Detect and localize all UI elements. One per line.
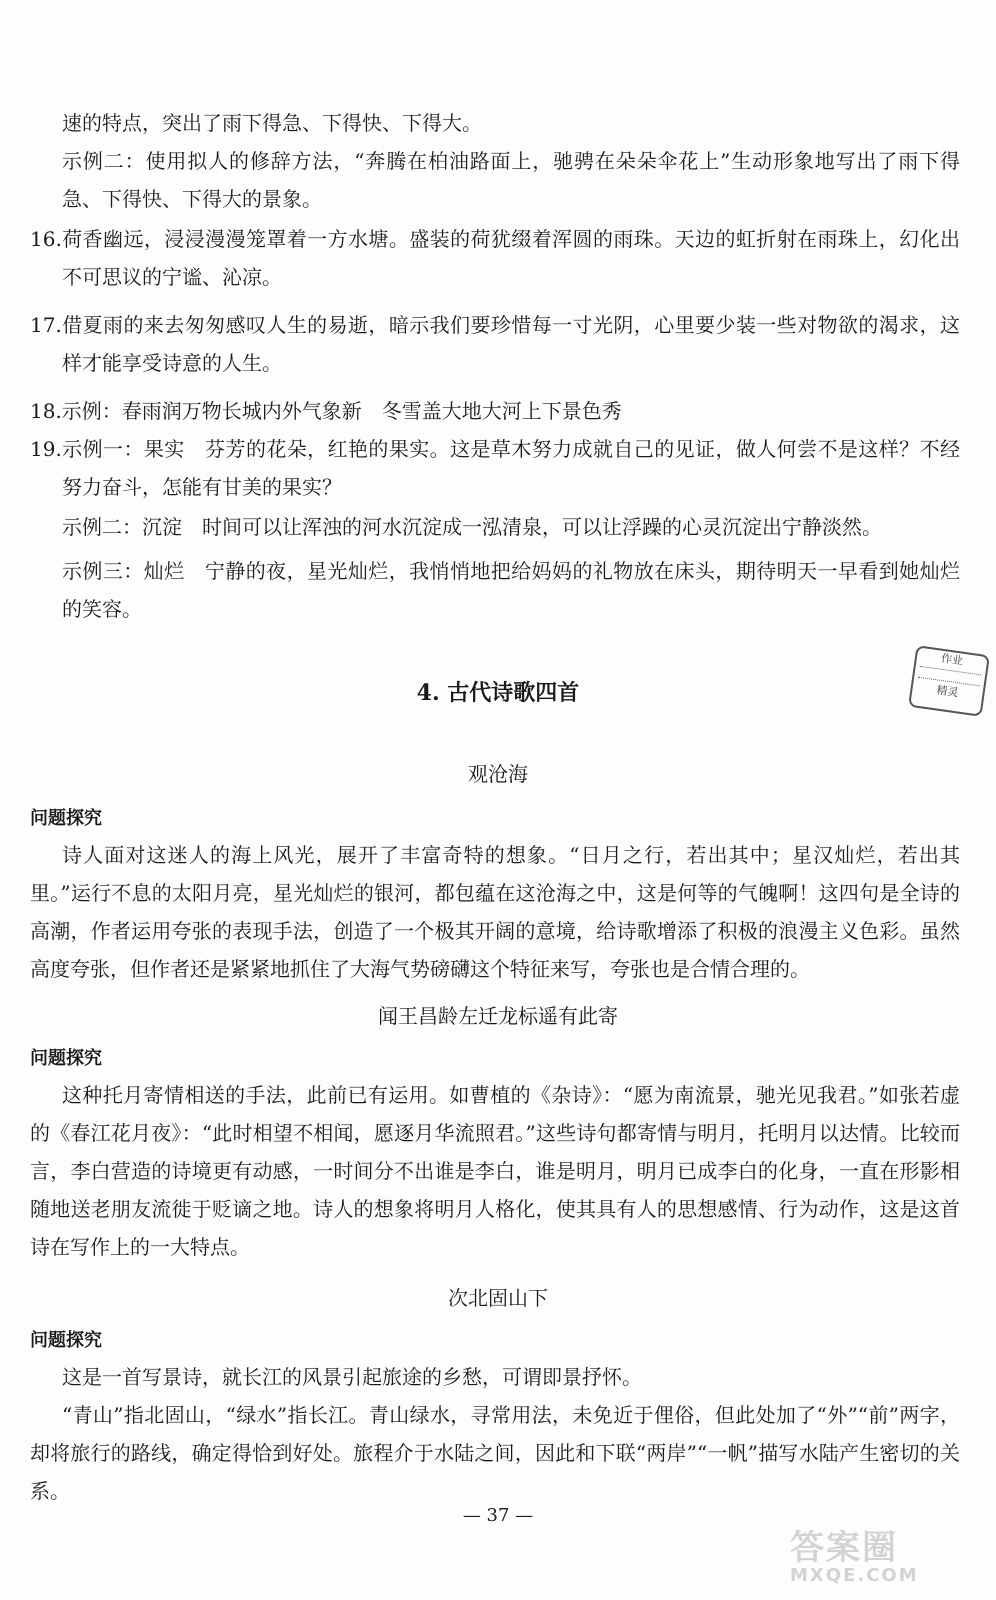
- poem-1-title: 观沧海: [468, 762, 528, 786]
- poem-2-body: 这种托月寄情相送的手法，此前已有运用。如曹植的《杂诗》：“愿为南流景，驰光见我君。”如张若虚的《春江花月夜》：“此时相望不相闻，愿逐月华流照君。”这些诗句都寄情与明月，托明月以达情。比较而言，李白营造的诗境更有动感，一时间分不出谁是李白，谁是明月，明月已成李白的化身，一直在形影相随地送老朋友流徙于贬谪之地。诗人的想象将明月人格化，使其具有人的思想感情、行为动作，这是这首诗在写作上的一大特点。: [30, 1083, 960, 1259]
- watermark-logo-text: 答案圈: [790, 1528, 898, 1568]
- answer-18: 18.示例：春雨润万物长城内外气象新 冬雪盖大地大河上下景色秀: [30, 399, 622, 423]
- answer-17: 17.借夏雨的来去匆匆感叹人生的易逝，暗示我们要珍惜每一寸光阴，心里要少装一些对物欲的渴求，这样才能享受诗意的人生。: [30, 313, 960, 375]
- poem-1-label: 问题探究: [30, 808, 102, 829]
- stamp-top-text: 作业: [940, 651, 964, 668]
- poem-2-title: 闻王昌龄左迁龙标遥有此寄: [378, 1004, 618, 1028]
- watermark-url: MXQE.COM: [790, 1565, 919, 1586]
- answer-19-example-2: 示例二：沉淀 时间可以让浑浊的河水沉淀成一泓清泉，可以让浮躁的心灵沉淀出宁静淡然。: [62, 515, 882, 539]
- poem-3-body-1: 这是一首写景诗，就长江的风景引起旅途的乡愁，可谓即景抒怀。: [62, 1365, 642, 1389]
- stamp-bottom-text: 精灵: [935, 683, 960, 700]
- poem-3-body-2: “青山”指北固山，“绿水”指长江。青山绿水，寻常用法，未免近于俚俗，但此处加了“外”“前”两字，却将旅行的路线，确定得恰到好处。旅程介于水陆之间，因此和下联“两岸”“一帆”描写水陆产生密切的关系。: [30, 1403, 960, 1503]
- poem-3-title: 次北固山下: [448, 1286, 548, 1310]
- poem-3-label: 问题探究: [30, 1330, 102, 1351]
- page-number: — 37 —: [462, 1505, 534, 1526]
- example-two-paragraph: 示例二：使用拟人的修辞方法，“奔腾在柏油路面上，驰骋在朵朵伞花上”生动形象地写出了雨下得急、下得快、下得大的景象。: [62, 149, 960, 211]
- site-watermark: [790, 1520, 990, 1590]
- answer-19: 19.示例一：果实 芬芳的花朵，红艳的果实。这是草木努力成就自己的见证，做人何尝不是这样？不经努力奋斗，怎能有甘美的果实？: [30, 437, 960, 499]
- section-title: 4. 古代诗歌四首: [416, 680, 580, 706]
- text-line-speed: 速的特点，突出了雨下得急、下得快、下得大。: [62, 111, 482, 135]
- poem-1-body: 诗人面对这迷人的海上风光，展开了丰富奇特的想象。“日月之行，若出其中；星汉灿烂，若出其里。”运行不息的太阳月亮，星光灿烂的银河，都包蕴在这沧海之中，这是何等的气魄啊！这四句是全诗的高潮，作者运用夸张的表现手法，创造了一个极其开阔的意境，给诗歌增添了积极的浪漫主义色彩。虽然高度夸张，但作者还是紧紧地抓住了大海气势磅礴这个特征来写，夸张也是合情合理的。: [30, 843, 960, 981]
- answer-16: 16.荷香幽远，浸浸漫漫笼罩着一方水塘。盛装的荷犹缀着浑圆的雨珠。天边的虹折射在雨珠上，幻化出不可思议的宁谧、沁凉。: [30, 227, 960, 289]
- poem-2-label: 问题探究: [30, 1048, 102, 1069]
- answer-19-example-3: 示例三：灿烂 宁静的夜，星光灿烂，我悄悄地把给妈妈的礼物放在床头，期待明天一早看到她灿烂的笑容。: [62, 559, 960, 621]
